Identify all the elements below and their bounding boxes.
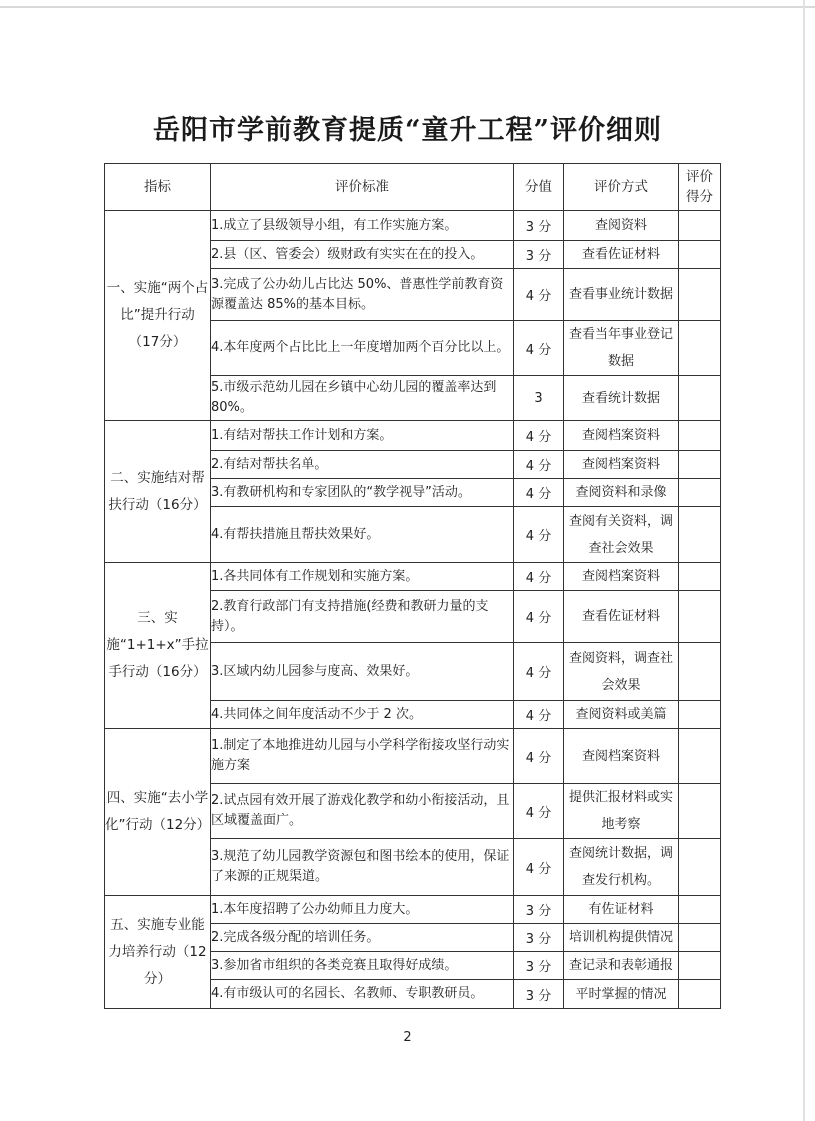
result-cell bbox=[679, 729, 721, 784]
method-cell: 查看统计数据 bbox=[564, 376, 679, 421]
indicator-cell: 一、实施“两个占比”提升行动（17分） bbox=[105, 211, 211, 421]
score-cell: 3 分 bbox=[514, 211, 564, 241]
score-cell: 3 分 bbox=[514, 924, 564, 952]
standard-cell: 1.制定了本地推进幼儿园与小学科学衔接攻坚行动实施方案 bbox=[211, 729, 514, 784]
result-cell bbox=[679, 321, 721, 376]
method-cell: 查阅有关资料，调查社会效果 bbox=[564, 507, 679, 563]
header-indicator: 指标 bbox=[105, 164, 211, 211]
result-cell bbox=[679, 924, 721, 952]
method-cell: 查阅档案资料 bbox=[564, 451, 679, 479]
standard-cell: 4.共同体之间年度活动不少于 2 次。 bbox=[211, 701, 514, 729]
header-standard: 评价标准 bbox=[211, 164, 514, 211]
standard-cell: 4.本年度两个占比比上一年度增加两个百分比以上。 bbox=[211, 321, 514, 376]
standard-cell: 1.各共同体有工作规划和实施方案。 bbox=[211, 563, 514, 591]
indicator-cell: 四、实施“去小学化”行动（12分） bbox=[105, 729, 211, 896]
standard-cell: 2.试点园有效开展了游戏化教学和幼小衔接活动，且区域覆盖面广。 bbox=[211, 784, 514, 839]
method-cell: 查阅资料或美篇 bbox=[564, 701, 679, 729]
score-cell: 4 分 bbox=[514, 839, 564, 896]
result-cell bbox=[679, 784, 721, 839]
standard-cell: 3.参加省市组织的各类竞赛且取得好成绩。 bbox=[211, 952, 514, 980]
standard-cell: 4.有帮扶措施且帮扶效果好。 bbox=[211, 507, 514, 563]
score-cell: 3 分 bbox=[514, 896, 564, 924]
indicator-cell: 五、实施专业能力培养行动（12分） bbox=[105, 896, 211, 1009]
table-header-row bbox=[105, 164, 721, 211]
score-cell: 3 分 bbox=[514, 980, 564, 1009]
result-cell bbox=[679, 563, 721, 591]
result-cell bbox=[679, 451, 721, 479]
score-cell: 4 分 bbox=[514, 729, 564, 784]
score-cell: 3 分 bbox=[514, 952, 564, 980]
standard-cell: 3.有教研机构和专家团队的“教学视导”活动。 bbox=[211, 479, 514, 507]
standard-cell: 2.教育行政部门有支持措施(经费和教研力量的支持）。 bbox=[211, 591, 514, 643]
indicator-cell: 三、实施“1+1+x”手拉手行动（16分） bbox=[105, 563, 211, 729]
standard-cell: 2.有结对帮扶名单。 bbox=[211, 451, 514, 479]
result-cell bbox=[679, 952, 721, 980]
table-body bbox=[105, 211, 721, 1009]
result-cell bbox=[679, 643, 721, 701]
standard-cell: 5.市级示范幼儿园在乡镇中心幼儿园的覆盖率达到 80%。 bbox=[211, 376, 514, 421]
standard-cell: 3.区域内幼儿园参与度高、效果好。 bbox=[211, 643, 514, 701]
method-cell: 平时掌握的情况 bbox=[564, 980, 679, 1009]
result-cell bbox=[679, 211, 721, 241]
method-cell: 提供汇报材料或实地考察 bbox=[564, 784, 679, 839]
table-row bbox=[105, 896, 721, 924]
method-cell: 查阅档案资料 bbox=[564, 563, 679, 591]
method-cell: 查记录和表彰通报 bbox=[564, 952, 679, 980]
result-cell bbox=[679, 839, 721, 896]
score-cell: 4 分 bbox=[514, 507, 564, 563]
method-cell: 查阅资料，调查社会效果 bbox=[564, 643, 679, 701]
result-cell bbox=[679, 421, 721, 451]
scan-edge-top bbox=[0, 6, 815, 8]
result-cell bbox=[679, 591, 721, 643]
score-cell: 4 分 bbox=[514, 643, 564, 701]
method-cell: 查阅档案资料 bbox=[564, 729, 679, 784]
result-cell bbox=[679, 507, 721, 563]
result-cell bbox=[679, 241, 721, 269]
score-cell: 4 分 bbox=[514, 479, 564, 507]
table-row bbox=[105, 211, 721, 241]
score-cell: 4 分 bbox=[514, 591, 564, 643]
standard-cell: 2.完成各级分配的培训任务。 bbox=[211, 924, 514, 952]
evaluation-table bbox=[104, 163, 721, 1009]
score-cell: 4 分 bbox=[514, 451, 564, 479]
standard-cell: 2.县（区、管委会）级财政有实实在在的投入。 bbox=[211, 241, 514, 269]
method-cell: 查看当年事业登记数据 bbox=[564, 321, 679, 376]
result-cell bbox=[679, 980, 721, 1009]
method-cell: 查看事业统计数据 bbox=[564, 269, 679, 321]
method-cell: 查看佐证材料 bbox=[564, 241, 679, 269]
header-score: 分值 bbox=[514, 164, 564, 211]
document-title: 岳阳市学前教育提质“童升工程”评价细则 bbox=[152, 115, 663, 146]
method-cell: 查看佐证材料 bbox=[564, 591, 679, 643]
table-row bbox=[105, 563, 721, 591]
standard-cell: 1.本年度招聘了公办幼师且力度大。 bbox=[211, 896, 514, 924]
result-cell bbox=[679, 376, 721, 421]
header-method: 评价方式 bbox=[564, 164, 679, 211]
score-cell: 4 分 bbox=[514, 321, 564, 376]
method-cell: 查阅资料 bbox=[564, 211, 679, 241]
indicator-cell: 二、实施结对帮扶行动（16分） bbox=[105, 421, 211, 563]
method-cell: 查阅档案资料 bbox=[564, 421, 679, 451]
method-cell: 有佐证材料 bbox=[564, 896, 679, 924]
result-cell bbox=[679, 269, 721, 321]
standard-cell: 3.完成了公办幼儿占比达 50%、普惠性学前教育资源覆盖达 85%的基本目标。 bbox=[211, 269, 514, 321]
score-cell: 4 分 bbox=[514, 563, 564, 591]
result-cell bbox=[679, 701, 721, 729]
table-row bbox=[105, 729, 721, 784]
score-cell: 4 分 bbox=[514, 421, 564, 451]
score-cell: 3 分 bbox=[514, 241, 564, 269]
result-cell bbox=[679, 896, 721, 924]
page-number: 2 bbox=[403, 1030, 412, 1045]
header-result: 评价得分 bbox=[679, 164, 721, 211]
score-cell: 3 bbox=[514, 376, 564, 421]
table-row bbox=[105, 421, 721, 451]
score-cell: 4 分 bbox=[514, 269, 564, 321]
method-cell: 培训机构提供情况 bbox=[564, 924, 679, 952]
result-cell bbox=[679, 479, 721, 507]
scan-edge-right bbox=[803, 0, 805, 1121]
method-cell: 查阅资料和录像 bbox=[564, 479, 679, 507]
standard-cell: 3.规范了幼儿园教学资源包和图书绘本的使用，保证了来源的正规渠道。 bbox=[211, 839, 514, 896]
score-cell: 4 分 bbox=[514, 784, 564, 839]
standard-cell: 4.有市级认可的名园长、名教师、专职教研员。 bbox=[211, 980, 514, 1009]
standard-cell: 1.有结对帮扶工作计划和方案。 bbox=[211, 421, 514, 451]
score-cell: 4 分 bbox=[514, 701, 564, 729]
standard-cell: 1.成立了县级领导小组，有工作实施方案。 bbox=[211, 211, 514, 241]
method-cell: 查阅统计数据，调查发行机构。 bbox=[564, 839, 679, 896]
